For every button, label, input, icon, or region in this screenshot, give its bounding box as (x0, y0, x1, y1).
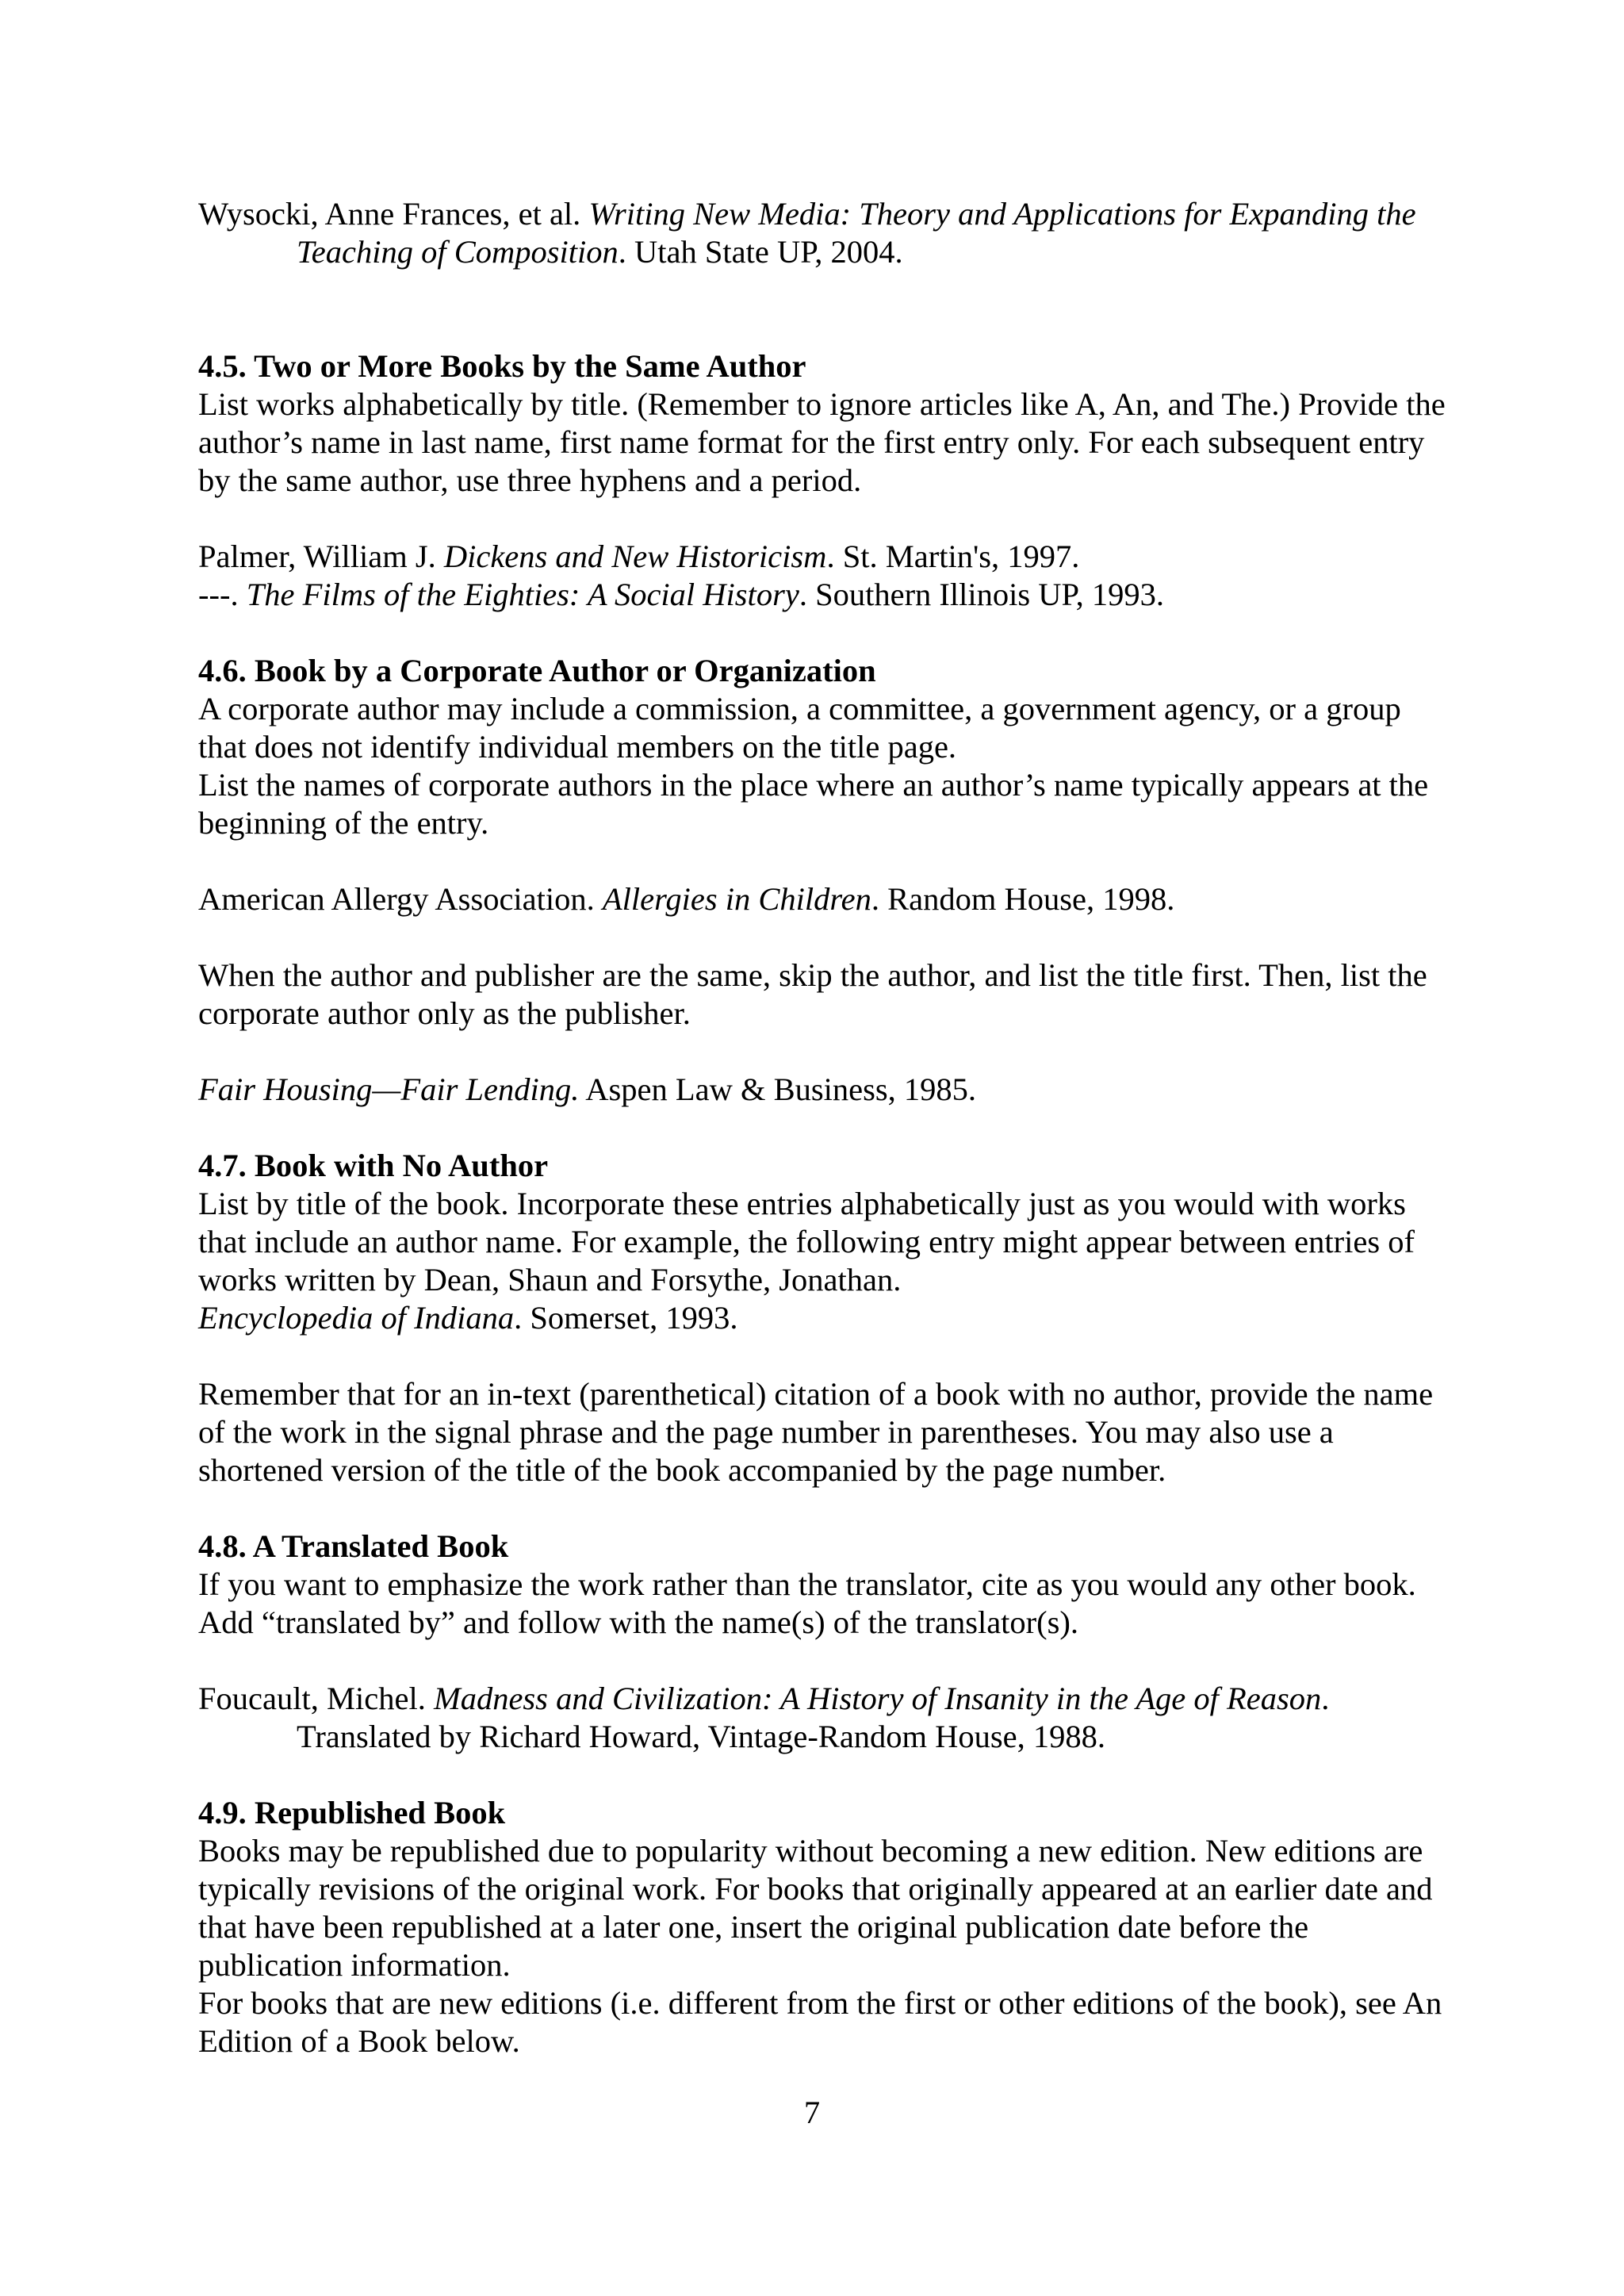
citation-suffix: . Southern Illinois UP, 1993. (799, 577, 1164, 612)
paragraph-4-7-a: List by title of the book. Incorporate these entries alphabetically just as you would with works that include an author name. For example, the following entry might appear between entries of works written by Dean, Shaun and Forsythe, Jonathan. (198, 1186, 1415, 1297)
citation-suffix: . Translated by Richard Howard, Vintage-Random House, 1988. (297, 1681, 1330, 1754)
heading-4-7: 4.7. Book with No Author (198, 1148, 549, 1183)
citation-wysocki (198, 195, 1451, 271)
citation-palmer-1 (198, 538, 1451, 576)
paragraph-4-7-b: Remember that for an in-text (parenthetical) citation of a book with no author, provide the name of the work in the signal phrase and the page number in parentheses. You may also use a shortened version of the title of the book accompanied by the page number. (198, 1376, 1434, 1488)
paragraph-4-6-b: List the names of corporate authors in the place where an author’s name typically appears at the beginning of the entry. (198, 767, 1429, 841)
paragraph-4-8: If you want to emphasize the work rather than the translator, cite as you would any other book. Add “translated by” and follow with the name(s) of the translator(s). (198, 1566, 1416, 1640)
citation-title: The Films of the Eighties: A Social History (246, 577, 799, 612)
citation-title: Dickens and New Historicism (443, 539, 827, 574)
citation-suffix: . Somerset, 1993. (514, 1300, 738, 1336)
citation-prefix: American Allergy Association. (198, 881, 603, 917)
paragraph-4-5: List works alphabetically by title. (Remember to ignore articles like A, An, and The.) Provide the author’s name in last name, first name format for the first entry only. For each subsequent entry by the same author, use three hyphens and a period. (198, 386, 1446, 498)
citation-foucault (198, 1680, 1451, 1756)
citation-suffix: . St. Martin's, 1997. (826, 539, 1080, 574)
heading-4-9: 4.9. Republished Book (198, 1795, 506, 1830)
paragraph-4-9-b: For books that are new editions (i.e. different from the first or other editions of the book), see An Edition of a Book below. (198, 1985, 1442, 2059)
page-number: 7 (803, 2095, 821, 2130)
citation-title: Writing New Media: Theory and Applications for Expanding the Teaching of Composition (297, 196, 1416, 270)
citation-suffix: Aspen Law & Business, 1985. (579, 1071, 977, 1107)
citation-fair-housing (198, 1071, 1451, 1109)
document-page (198, 195, 1451, 2060)
heading-4-8: 4.8. A Translated Book (198, 1528, 509, 1564)
citation-encyclopedia-indiana (198, 1299, 1451, 1337)
citation-title: Encyclopedia of Indiana (198, 1300, 515, 1336)
citation-title: Allergies in Children (602, 881, 871, 917)
paragraph-4-9-a: Books may be republished due to popularity without becoming a new edition. New editions are typically revisions of the original work. For books that originally appeared at an earlier date and that have been republished at a later one, insert the original publication date before the publication information. (198, 1833, 1433, 1983)
citation-palmer-2 (198, 576, 1451, 614)
citation-suffix: . Random House, 1998. (871, 881, 1175, 917)
citation-title: Fair Housing—Fair Lending. (198, 1071, 580, 1107)
citation-prefix: Palmer, William J. (198, 539, 444, 574)
citation-prefix: Wysocki, Anne Frances, et al. (198, 196, 589, 232)
citation-prefix: ---. (198, 577, 247, 612)
citation-title: Madness and Civilization: A History of Insanity in the Age of Reason (433, 1681, 1322, 1716)
heading-4-6: 4.6. Book by a Corporate Author or Organization (198, 653, 876, 688)
citation-suffix: . Utah State UP, 2004. (618, 234, 903, 270)
citation-american-allergy (198, 880, 1451, 918)
citation-prefix: Foucault, Michel. (198, 1681, 434, 1716)
heading-4-5: 4.5. Two or More Books by the Same Author (198, 348, 806, 384)
paragraph-4-6-a: A corporate author may include a commission, a committee, a government agency, or a group that does not identify individual members on the title page. (198, 691, 1401, 765)
paragraph-4-6-c: When the author and publisher are the same, skip the author, and list the title first. Then, list the corporate author only as the publisher. (198, 957, 1427, 1031)
